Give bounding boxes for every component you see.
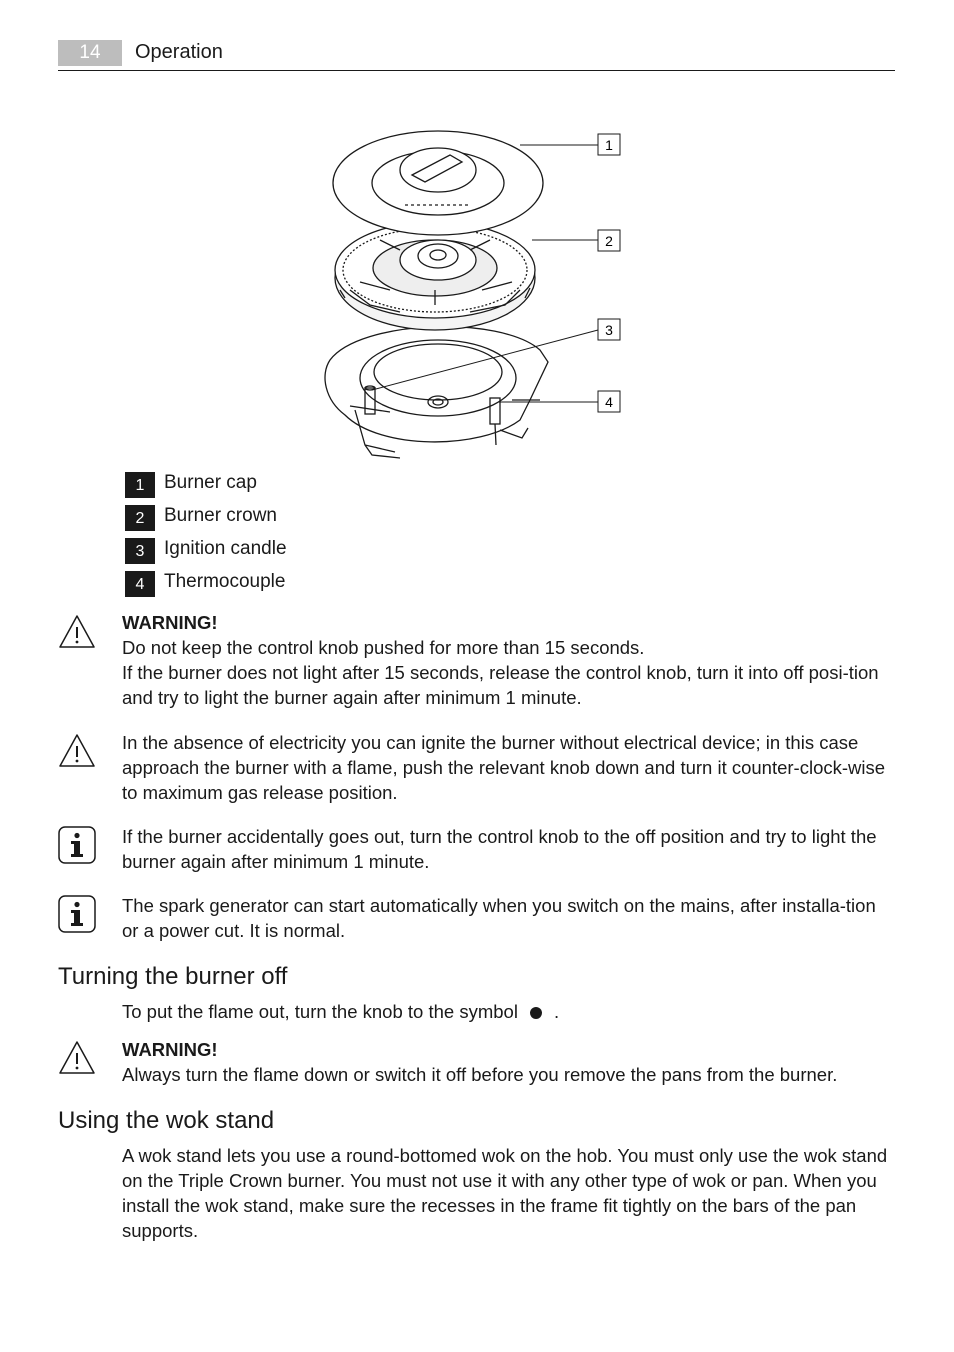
legend-label: Burner crown xyxy=(164,505,277,526)
page-number: 14 xyxy=(58,40,122,66)
turning-off-instruction xyxy=(122,999,897,1024)
info-burner-goes-out xyxy=(122,824,897,874)
warning-text: Do not keep the control knob pushed for more than 15 seconds. xyxy=(122,637,645,658)
legend-label: Burner cap xyxy=(164,472,257,493)
turning-off-text: To put the flame out, turn the knob to the symbol xyxy=(122,1001,518,1022)
burner-crown xyxy=(335,222,535,330)
info-text: The spark generator can start automatically when you switch on the mains, after installa-tion or a power cut. It is normal. xyxy=(122,895,876,941)
callout-1 xyxy=(598,134,620,155)
warning-triangle-icon xyxy=(57,612,97,652)
callout-4 xyxy=(598,391,620,412)
burner-cap xyxy=(333,131,543,235)
warning-control-knob xyxy=(122,610,897,710)
wok-stand-text: A wok stand lets you use a round-bottomed wok on the hob. You must only use the wok stand on the Triple Crown burner. You must not use it with any other type of wok or pan. When you install the wok stand, make sure the recesses in the frame fit tightly on the bars of the pan supports. xyxy=(122,1145,888,1241)
warning-text: If the burner does not light after 15 seconds, release the control knob, turn it into off posi-tion and try to light the burner again after minimum 1 minute. xyxy=(122,662,879,708)
info-icon xyxy=(57,894,97,934)
warning-triangle-icon xyxy=(57,731,97,771)
legend-label: Ignition candle xyxy=(164,538,287,559)
section-title: Operation xyxy=(135,41,223,63)
callout-3 xyxy=(598,319,620,340)
warning-text: In the absence of electricity you can ignite the burner without electrical device; in this case approach the burner with a flame, push the relevant knob down and turn it counter-clock-wise to maximum gas release position. xyxy=(122,732,886,803)
callout-2-label: 2 xyxy=(605,233,613,249)
warning-title: WARNING! xyxy=(122,1039,218,1060)
info-text: If the burner accidentally goes out, turn the control knob to the off position and try to light the burner again after minimum 1 minute. xyxy=(122,826,877,872)
legend-label: Thermocouple xyxy=(164,571,286,592)
warning-triangle-icon xyxy=(57,1038,97,1078)
warning-text: Always turn the flame down or switch it off before you remove the pans from the burner. xyxy=(122,1064,838,1085)
legend-number: 1 xyxy=(125,472,155,498)
callout-1-label: 1 xyxy=(605,137,613,153)
turning-off-heading: Turning the burner off xyxy=(58,963,288,990)
warning-title: WARNING! xyxy=(122,612,218,633)
legend-number: 4 xyxy=(125,571,155,597)
burner-exploded-diagram xyxy=(0,0,954,470)
legend-number: 3 xyxy=(125,538,155,564)
turning-off-text-end: . xyxy=(553,1001,560,1022)
info-icon xyxy=(57,825,97,865)
warning-remove-pans xyxy=(122,1037,897,1087)
warning-no-electricity xyxy=(122,730,897,805)
legend-number: 2 xyxy=(125,505,155,531)
info-spark-generator xyxy=(122,893,897,943)
wok-stand-paragraph xyxy=(122,1143,897,1243)
wok-stand-heading: Using the wok stand xyxy=(58,1107,275,1134)
callout-2 xyxy=(598,230,620,251)
callout-3-label: 3 xyxy=(605,322,613,338)
callout-4-label: 4 xyxy=(605,394,613,410)
off-symbol-icon xyxy=(530,1007,542,1019)
burner-base xyxy=(325,327,548,458)
